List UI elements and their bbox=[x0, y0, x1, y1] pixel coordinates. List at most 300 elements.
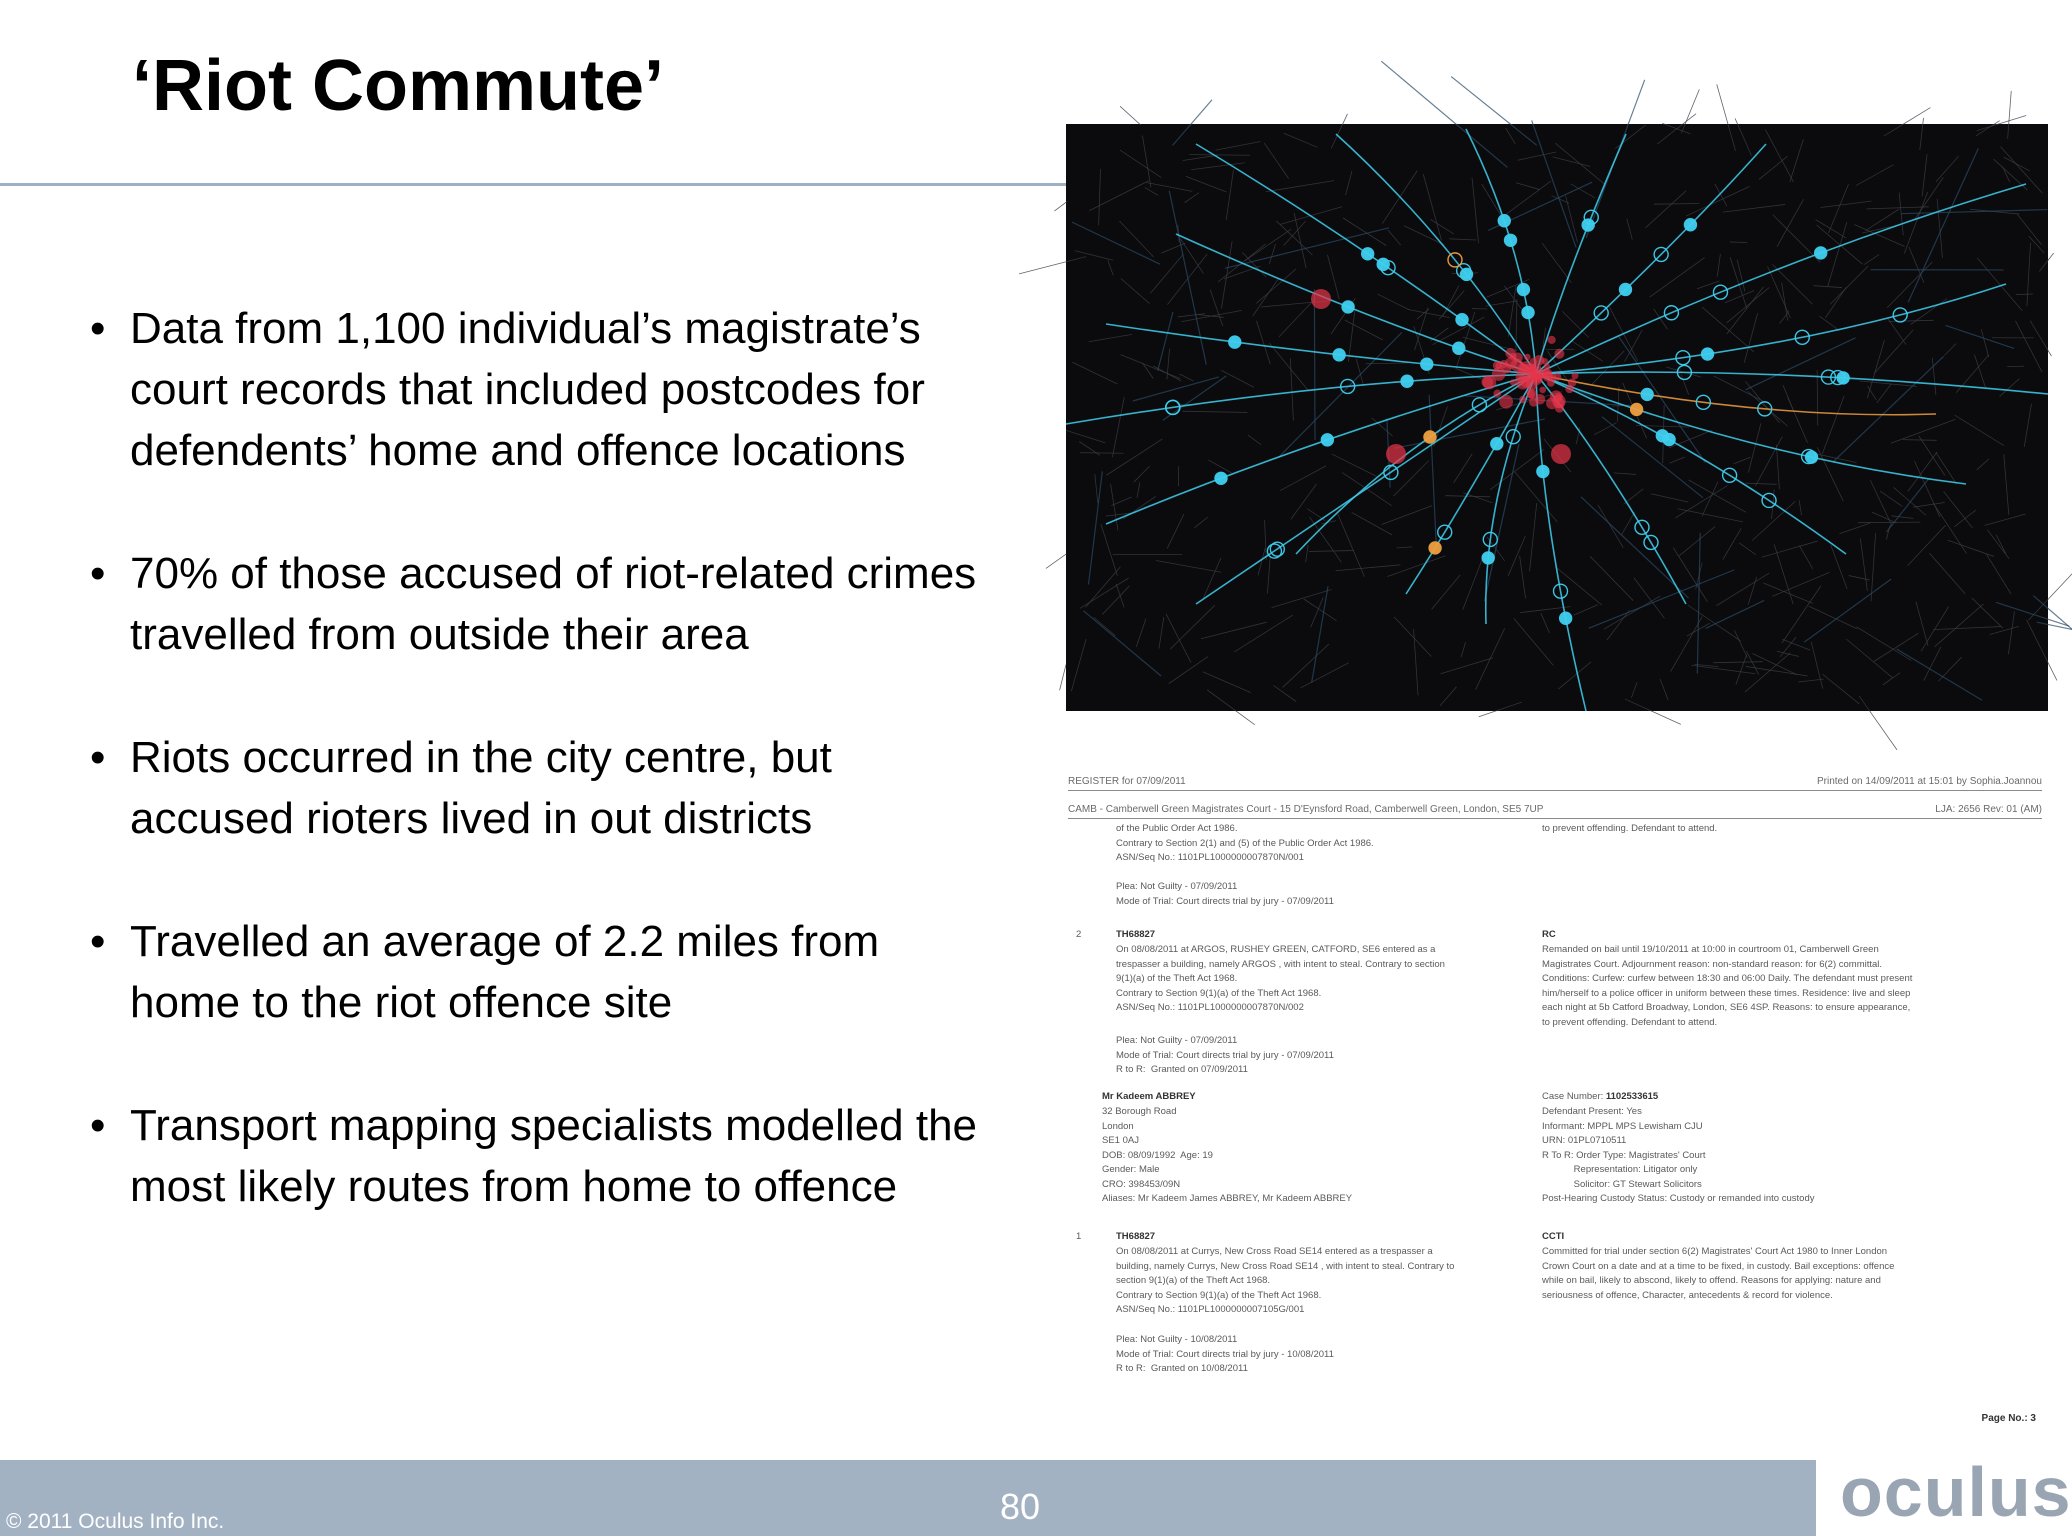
street bbox=[1441, 658, 1493, 674]
street bbox=[1146, 183, 1192, 192]
street bbox=[1189, 155, 1250, 156]
offence-code: TH68827 bbox=[1116, 1231, 1156, 1242]
item-number: 1 bbox=[1076, 1231, 1082, 1242]
route-node bbox=[1505, 234, 1517, 246]
street bbox=[1120, 150, 1161, 178]
street bbox=[1614, 473, 1636, 475]
street bbox=[1977, 115, 2026, 130]
street bbox=[1733, 457, 1750, 464]
street bbox=[1839, 523, 1870, 534]
street bbox=[1415, 308, 1428, 351]
street bbox=[1108, 260, 1113, 275]
hotspot-point bbox=[1539, 387, 1546, 394]
street bbox=[1858, 522, 1921, 523]
street bbox=[1284, 133, 1318, 147]
street bbox=[1520, 556, 1526, 599]
street bbox=[1782, 283, 1788, 321]
street bbox=[1423, 174, 1441, 240]
street bbox=[1553, 157, 1591, 166]
road bbox=[1484, 444, 1519, 602]
street bbox=[1089, 181, 1148, 211]
hotspot-point bbox=[1542, 368, 1553, 379]
street bbox=[1345, 320, 1383, 340]
street bbox=[1208, 460, 1231, 473]
street bbox=[1072, 362, 1117, 384]
street bbox=[1397, 547, 1413, 548]
street bbox=[2024, 404, 2031, 447]
street bbox=[1284, 221, 1306, 246]
street bbox=[1730, 242, 1747, 243]
plea-text: Plea: Not Guilty - 10/08/2011 Mode of Trial: Court directs trial by jury - 10/08/2011 R to R: Granted on 10/08/2011 bbox=[1116, 1334, 1334, 1374]
street bbox=[1248, 435, 1261, 445]
street bbox=[1194, 517, 1207, 528]
road bbox=[1169, 191, 1206, 365]
slide-footer bbox=[0, 1453, 2072, 1536]
riot-hotspot bbox=[1311, 289, 1578, 464]
street bbox=[1821, 201, 1872, 207]
street bbox=[1739, 543, 1756, 555]
road bbox=[1381, 61, 1507, 167]
street bbox=[1753, 654, 1797, 675]
commute-route bbox=[1536, 374, 1966, 484]
street bbox=[1508, 536, 1525, 576]
hotspot-cluster bbox=[1551, 444, 1571, 464]
result-text: to prevent offending. Defendant to attend. bbox=[1542, 823, 1718, 834]
street bbox=[1948, 540, 1994, 556]
hotspot-point bbox=[1572, 372, 1579, 379]
street bbox=[1156, 561, 1221, 573]
street bbox=[1463, 554, 1484, 610]
bullet-item bbox=[90, 1095, 990, 1217]
riot-route-map bbox=[1066, 124, 2048, 711]
street bbox=[1849, 576, 1870, 580]
hotspot-point bbox=[1527, 390, 1535, 398]
map-graphic bbox=[1066, 124, 2048, 711]
printed-info: Printed on 14/09/2011 at 15:01 by Sophia.Joannou bbox=[1817, 776, 2042, 787]
commute-routes bbox=[1066, 129, 2048, 711]
bullet-dot: • bbox=[90, 1101, 106, 1150]
header-rule bbox=[1068, 818, 2042, 819]
commute-route bbox=[1106, 324, 1536, 374]
street bbox=[1572, 341, 1603, 361]
street bbox=[1378, 294, 1410, 310]
hotspot-point bbox=[1520, 361, 1532, 373]
defendant-name: Mr Kadeem ABBREY bbox=[1102, 1091, 1196, 1102]
street bbox=[1542, 243, 1571, 283]
road bbox=[1312, 586, 1328, 683]
street bbox=[1981, 329, 1988, 357]
street bbox=[1920, 118, 1924, 150]
street bbox=[1752, 501, 1795, 540]
street bbox=[1454, 454, 1473, 483]
street bbox=[1944, 344, 1956, 356]
street bbox=[1300, 663, 1348, 688]
street bbox=[1748, 423, 1761, 472]
street bbox=[1651, 494, 1688, 502]
route-node bbox=[1456, 314, 1468, 326]
commute-route bbox=[1486, 374, 1536, 624]
street bbox=[1430, 219, 1454, 234]
street bbox=[1269, 244, 1275, 264]
street bbox=[1922, 154, 1927, 196]
offence-text: On 08/08/2011 at Currys, New Cross Road SE14 entered as a trespasser a building, namely Currys, New Cross Road SE14 , with intent to steal. Contrary to section 9(1)(a) of the Theft Act 1968. Contrary to Section 9(1)(a) of the Theft Act 1968. ASN/Seq No.: 1101PL1000000007105G/001 bbox=[1116, 1246, 1455, 1315]
route-node bbox=[1522, 307, 1534, 319]
street-network bbox=[1019, 61, 2072, 750]
road bbox=[1083, 611, 1161, 676]
road bbox=[1901, 210, 2047, 214]
street bbox=[1828, 222, 1847, 286]
street bbox=[2030, 321, 2051, 356]
street bbox=[1725, 290, 1754, 302]
bullet-text: Data from 1,100 individual’s magistrate’s court records that included postcodes for defendents’ home and offence locations bbox=[130, 304, 925, 475]
street bbox=[1715, 184, 1727, 206]
street bbox=[1291, 484, 1317, 519]
result-text: Committed for trial under section 6(2) Magistrates' Court Act 1980 to Inner London Crown Court on a date and at a time to be fixed, in custody. Bail exceptions: offence while on bail, likely to abscond, likely to offend. Reasons for applying: nature and seriousness of offence, Character, antecedents & record for violence. bbox=[1542, 1246, 1895, 1301]
road bbox=[1833, 356, 1944, 462]
street bbox=[1111, 484, 1118, 530]
plea-text: Plea: Not Guilty - 07/09/2011 Mode of Trial: Court directs trial by jury - 07/09/2011 R to R: Granted on 07/09/2011 bbox=[1116, 1035, 1334, 1075]
street bbox=[1167, 254, 1207, 305]
route-node bbox=[1453, 342, 1465, 354]
street bbox=[1336, 565, 1401, 571]
document-page-number: Page No.: 3 bbox=[1981, 1413, 2036, 1424]
street bbox=[2039, 253, 2053, 271]
street bbox=[1689, 480, 1746, 512]
street bbox=[1798, 679, 1823, 682]
route-node bbox=[1215, 472, 1227, 484]
street bbox=[2007, 366, 2024, 367]
street bbox=[1987, 555, 2011, 595]
street bbox=[1717, 254, 1720, 277]
hotspot-point bbox=[1519, 396, 1526, 403]
street bbox=[1716, 573, 1769, 606]
street bbox=[1112, 397, 1124, 457]
street bbox=[1645, 191, 1686, 228]
street bbox=[1598, 505, 1623, 548]
header-rule bbox=[1068, 790, 2042, 791]
street bbox=[1461, 642, 1466, 657]
street bbox=[1977, 258, 2022, 311]
street bbox=[1735, 118, 1751, 155]
street bbox=[1046, 554, 1066, 569]
street bbox=[1819, 316, 1839, 331]
copyright-text: © 2011 Oculus Info Inc. bbox=[6, 1510, 225, 1533]
street bbox=[1503, 181, 1551, 217]
route-node bbox=[1631, 403, 1643, 415]
street bbox=[1870, 480, 1892, 525]
bullet-item bbox=[90, 298, 990, 481]
route-node bbox=[1377, 258, 1389, 270]
route-node bbox=[1229, 336, 1241, 348]
street bbox=[1304, 599, 1337, 621]
route-node bbox=[1461, 268, 1473, 280]
street bbox=[1234, 615, 1293, 652]
street bbox=[1201, 622, 1267, 639]
street bbox=[1167, 514, 1184, 548]
street bbox=[1772, 572, 1829, 596]
route-node bbox=[1560, 612, 1572, 624]
street bbox=[1408, 309, 1449, 317]
street bbox=[1887, 262, 1932, 308]
bullet-text: Transport mapping specialists modelled the most likely routes from home to offence bbox=[130, 1101, 978, 1211]
street bbox=[1745, 483, 1776, 484]
street bbox=[1180, 374, 1194, 381]
street bbox=[1432, 575, 1461, 609]
street bbox=[1283, 644, 1329, 687]
hotspot-point bbox=[1555, 404, 1564, 413]
street bbox=[1372, 418, 1393, 436]
street bbox=[1737, 260, 1745, 292]
street bbox=[2000, 379, 2020, 397]
street bbox=[2016, 294, 2033, 295]
street bbox=[1891, 516, 1913, 519]
street bbox=[1216, 141, 1261, 150]
street bbox=[1954, 510, 1976, 527]
road bbox=[1897, 649, 1982, 700]
street bbox=[1273, 685, 1296, 701]
street bbox=[1860, 538, 1867, 590]
hotspot-point bbox=[1482, 376, 1496, 390]
title-divider bbox=[0, 183, 1066, 186]
street bbox=[1759, 156, 1787, 179]
street bbox=[1116, 584, 1124, 608]
route-node bbox=[1702, 348, 1714, 360]
street bbox=[1662, 123, 1690, 133]
street bbox=[1290, 358, 1293, 420]
road bbox=[1072, 222, 1160, 264]
street bbox=[1089, 334, 1132, 341]
slide-title: ‘Riot Commute’ bbox=[132, 46, 664, 126]
hotspot-point bbox=[1565, 385, 1573, 393]
route-node bbox=[1401, 375, 1413, 387]
commute-route bbox=[1466, 129, 1536, 374]
street bbox=[1294, 213, 1306, 268]
street bbox=[1136, 618, 1146, 646]
road bbox=[2037, 622, 2072, 649]
street bbox=[1865, 209, 1899, 231]
street bbox=[1080, 578, 1129, 608]
bullet-dot: • bbox=[90, 304, 106, 353]
road bbox=[1314, 289, 1315, 440]
offence-text: On 08/08/2011 at ARGOS, RUSHEY GREEN, CATFORD, SE6 entered as a trespasser a building, namely ARGOS , with intent to steal. Contrary to section 9(1)(a) of the Theft Act 1968. Contrary to Section 9(1)(a) of the Theft Act 1968. ASN/Seq No.: 1101PL1000000007870N/002 bbox=[1116, 944, 1445, 1013]
street bbox=[1276, 221, 1312, 255]
street bbox=[1779, 311, 1789, 323]
street bbox=[1094, 617, 1116, 635]
street bbox=[1859, 696, 1897, 750]
street bbox=[1625, 699, 1681, 724]
road bbox=[1394, 419, 1544, 448]
street bbox=[1924, 647, 1941, 681]
street bbox=[1883, 673, 1900, 685]
route-node bbox=[1342, 301, 1354, 313]
street bbox=[1590, 556, 1633, 600]
street bbox=[1762, 541, 1818, 557]
road bbox=[1602, 417, 1703, 498]
route-node bbox=[1498, 215, 1510, 227]
street bbox=[1874, 633, 1918, 661]
bullet-dot: • bbox=[90, 733, 106, 782]
route-node bbox=[1537, 465, 1549, 477]
street bbox=[1142, 136, 1150, 188]
street bbox=[1145, 188, 1158, 196]
street bbox=[1266, 181, 1334, 192]
street bbox=[1660, 679, 1668, 700]
street bbox=[1562, 311, 1588, 337]
street bbox=[1166, 614, 1191, 663]
street bbox=[1183, 155, 1218, 160]
street bbox=[1348, 310, 1355, 362]
street bbox=[1816, 220, 1847, 238]
street bbox=[1182, 310, 1242, 321]
street bbox=[1987, 530, 2009, 559]
street bbox=[1627, 219, 1633, 240]
street bbox=[1541, 613, 1550, 633]
hotspot-cluster bbox=[1311, 289, 1331, 309]
street bbox=[1654, 203, 1700, 204]
street bbox=[1472, 178, 1479, 244]
street bbox=[1306, 545, 1309, 562]
road bbox=[1173, 100, 1212, 146]
hotspot-point bbox=[1533, 373, 1543, 383]
street bbox=[1996, 535, 2006, 554]
street bbox=[1253, 279, 1279, 316]
road bbox=[1804, 579, 1891, 642]
plea-text: Plea: Not Guilty - 07/09/2011 Mode of Trial: Court directs trial by jury - 07/09/2011 bbox=[1116, 881, 1334, 907]
street bbox=[1256, 321, 1270, 364]
case-number-value: 1102533615 bbox=[1605, 1091, 1659, 1102]
hotspot-point bbox=[1548, 336, 1556, 344]
street bbox=[1514, 618, 1554, 665]
street bbox=[1518, 152, 1557, 160]
street bbox=[1938, 657, 1961, 681]
hotspot-cluster bbox=[1386, 444, 1406, 464]
street bbox=[1066, 430, 1105, 443]
route-node bbox=[1641, 388, 1653, 400]
road bbox=[1429, 395, 1436, 545]
result-code: RC bbox=[1542, 929, 1556, 940]
street bbox=[1799, 500, 1801, 515]
bullet-dot: • bbox=[90, 917, 106, 966]
street bbox=[1765, 130, 1793, 182]
street bbox=[1210, 290, 1222, 326]
street bbox=[1170, 605, 1215, 649]
street bbox=[1159, 617, 1164, 648]
lja-info: LJA: 2656 Rev: 01 (AM) bbox=[1935, 804, 2042, 815]
street bbox=[1933, 627, 2000, 630]
road bbox=[1589, 570, 1734, 628]
hotspot-point bbox=[1501, 363, 1512, 374]
street bbox=[1327, 255, 1339, 300]
street bbox=[1872, 512, 1897, 523]
bullet-text: Travelled an average of 2.2 miles from home to the riot offence site bbox=[130, 917, 880, 1027]
street bbox=[1221, 370, 1254, 387]
street bbox=[1121, 278, 1150, 303]
bullet-text: 70% of those accused of riot-related crimes travelled from outside their area bbox=[130, 549, 977, 659]
result-code: CCTI bbox=[1542, 1231, 1565, 1242]
route-node bbox=[1362, 248, 1374, 260]
street bbox=[1506, 128, 1516, 144]
hotspot-point bbox=[1493, 390, 1501, 398]
street bbox=[1256, 269, 1296, 303]
route-node bbox=[1333, 349, 1345, 361]
street bbox=[2004, 455, 2009, 516]
street bbox=[1101, 524, 1118, 576]
street bbox=[1137, 482, 1140, 497]
road bbox=[1451, 77, 1537, 146]
street bbox=[1508, 286, 1516, 337]
street bbox=[1723, 528, 1741, 559]
street bbox=[1309, 551, 1354, 552]
street bbox=[1874, 330, 1913, 374]
street bbox=[1903, 440, 1937, 441]
offence-text: of the Public Order Act 1986. Contrary to Section 2(1) and (5) of the Public Order Act 1986. ASN/Seq No.: 1101PL1000000007870N/001 bbox=[1116, 823, 1374, 863]
street bbox=[1119, 221, 1153, 257]
street bbox=[1935, 604, 1984, 647]
street bbox=[1811, 642, 1823, 689]
street bbox=[1120, 106, 1141, 125]
street bbox=[1748, 577, 1757, 605]
street bbox=[2008, 91, 2012, 139]
route-node bbox=[1517, 284, 1529, 296]
street bbox=[1449, 239, 1476, 240]
hotspot-point bbox=[1553, 373, 1561, 381]
street bbox=[1944, 491, 1973, 528]
street bbox=[1985, 514, 2026, 525]
hotspot-point bbox=[1499, 395, 1513, 409]
street bbox=[1054, 201, 1067, 211]
street bbox=[1388, 230, 1401, 245]
street bbox=[1203, 672, 1251, 693]
street bbox=[1919, 436, 1945, 476]
street bbox=[1394, 617, 1431, 656]
street bbox=[1169, 657, 1208, 684]
street bbox=[1713, 662, 1763, 663]
street bbox=[1936, 156, 1959, 181]
commute-route bbox=[1536, 144, 1766, 374]
street bbox=[1207, 690, 1255, 725]
street bbox=[1723, 204, 1785, 212]
street bbox=[1688, 605, 1741, 641]
route-node bbox=[1663, 434, 1675, 446]
route-node bbox=[1815, 247, 1827, 259]
street bbox=[1880, 491, 1902, 506]
street bbox=[1134, 466, 1150, 482]
road bbox=[1088, 471, 1102, 584]
street bbox=[1080, 453, 1123, 454]
register-date: REGISTER for 07/09/2011 bbox=[1068, 776, 1186, 787]
street bbox=[2016, 321, 2043, 372]
street bbox=[1908, 452, 1937, 492]
street bbox=[1681, 89, 1699, 133]
street bbox=[1264, 143, 1288, 178]
hotspot-point bbox=[1510, 379, 1516, 385]
commute-route bbox=[1536, 284, 2006, 374]
street bbox=[1558, 662, 1591, 689]
bullet-dot: • bbox=[90, 549, 106, 598]
street bbox=[1916, 601, 1928, 645]
street bbox=[1772, 264, 1812, 304]
street bbox=[1631, 682, 1637, 698]
street bbox=[1790, 139, 1804, 182]
street bbox=[1823, 674, 1860, 704]
street bbox=[2017, 215, 2041, 245]
route-node bbox=[1582, 219, 1594, 231]
road bbox=[1908, 148, 1978, 302]
bullet-item bbox=[90, 543, 990, 665]
hotspot-point bbox=[1524, 354, 1531, 361]
route-node bbox=[1424, 431, 1436, 443]
street bbox=[1530, 503, 1537, 571]
